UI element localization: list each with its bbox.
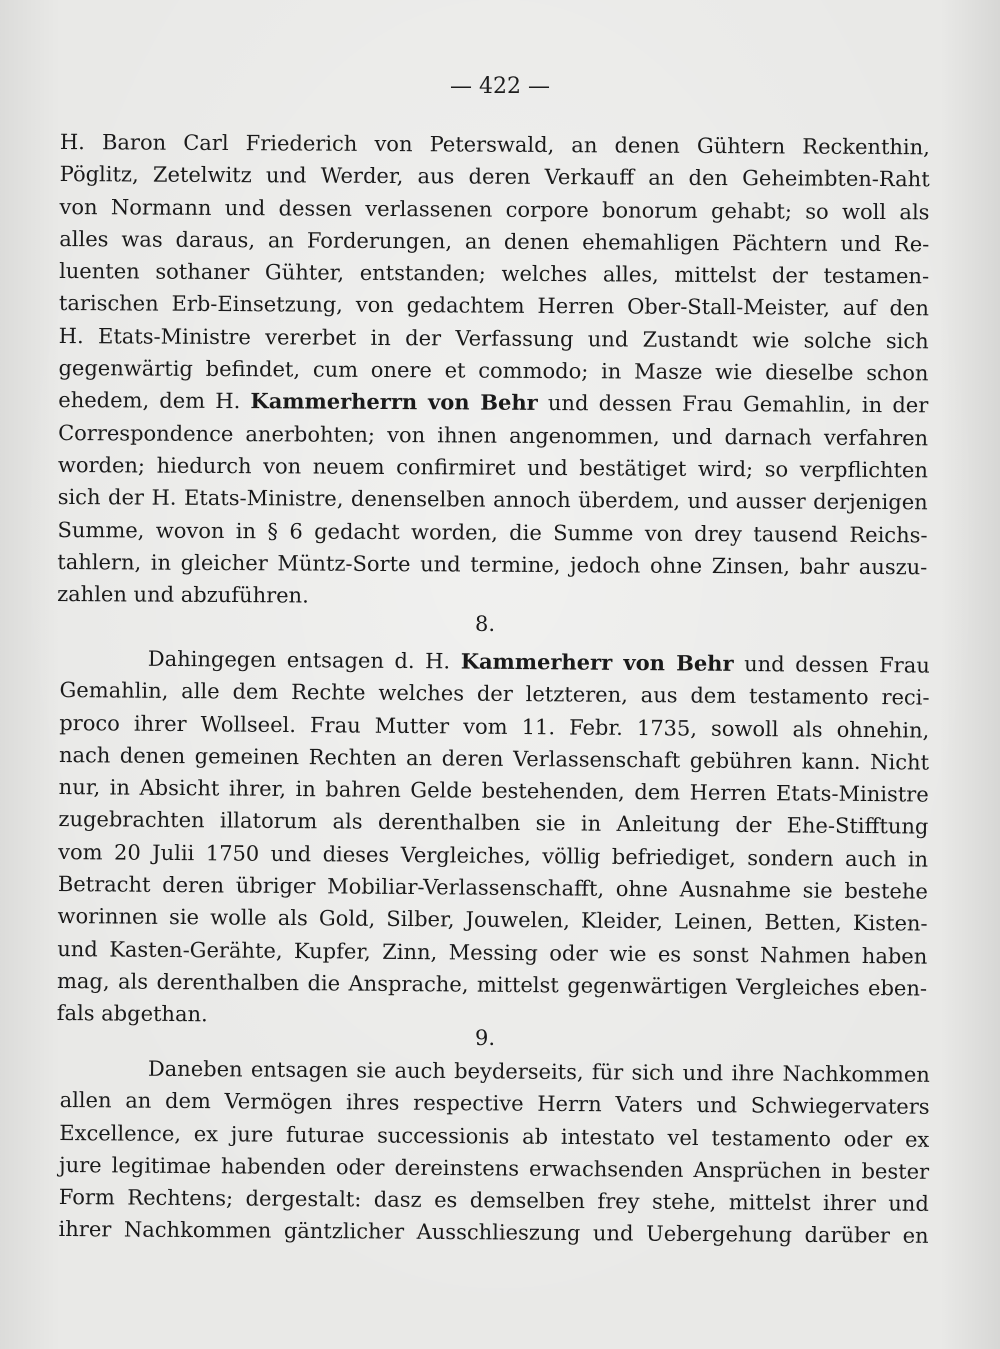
text-line: Daneben entsagen sie auch beyderseits, für sich und ihre Nachkommen — [147, 1056, 930, 1087]
page-number: — 422 — — [450, 74, 550, 99]
text-line: gegenwärtig befindet, cum onere et commodo; in Masze wie dieselbe schon — [58, 356, 929, 386]
text-line: sich der H. Etats-Ministre, denenselben annoch überdem, und ausser derjenigen — [57, 485, 928, 515]
paragraph-section-8 — [57, 642, 930, 1037]
text-line: zugebrachten illatorum als derenthalben sie in Anleitung der Ehe-Stifftung — [58, 807, 929, 840]
text-line: worden; hiedurch von neuem confirmiret und bestätiget wird; so verpflichten — [57, 452, 928, 483]
paragraph-section-9 — [58, 1052, 929, 1253]
text-line: zahlen und abzuführen. — [57, 582, 309, 608]
text-line: alles was daraus, an Forderungen, an denen ehemahligen Pächtern und Re- — [59, 226, 930, 257]
text-run: ehedem, dem H. — [58, 388, 251, 414]
text-line: H. Baron Carl Friederich von Peterswald, an denen Gühtern Reckenthin, — [59, 129, 930, 160]
text-line: Pöglitz, Zetelwitz und Werder, aus deren Verkauff an den Geheimbten-Raht — [59, 162, 930, 192]
text-line: allen an dem Vermögen ihres respective Herrn Vaters und Schwiegervaters — [59, 1088, 930, 1120]
text-line: Gemahlin, alle dem Rechte welches der letzteren, aus dem testamento reci- — [59, 678, 930, 710]
text-line: worinnen sie wolle als Gold, Silber, Jouwelen, Kleider, Leinen, Betten, Kisten- — [57, 904, 928, 936]
bold-name: Kammerherr von Behr — [460, 648, 734, 676]
text-line: luenten sothaner Gühter, entstanden; welches alles, mittelst der testamen- — [59, 259, 930, 289]
text-line: fals abgethan. — [56, 1001, 208, 1027]
bold-name: Kammerherrn von Behr — [250, 388, 538, 416]
text-line: vom 20 Julii 1750 und dieses Vergleiches, völlig befriediget, sondern auch in — [58, 839, 929, 872]
text-line: tarischen Erb-Einsetzung, von gedachtem Herren Ober-Stall-Meister, auf den — [58, 291, 929, 321]
text-line: Excellence, ex jure futurae successionis ab intestato vel testamento oder ex — [59, 1120, 930, 1152]
text-line: ihrer Nachkommen gäntzlicher Ausschlieszung und Uebergehung darüber en — [58, 1217, 929, 1249]
paragraph-continuation — [57, 126, 930, 616]
text-run: Dahingegen entsagen d. H. — [147, 646, 461, 674]
text-line: Summe, wovon in § 6 gedacht worden, die Summe von drey tausend Reichs- — [57, 517, 928, 547]
text-line: und Kasten-Gerähte, Kupfer, Zinn, Messing oder wie es sonst Nahmen haben — [57, 936, 928, 969]
text-line: jure legitimae habenden oder dereinstens erwachsenden Ansprüchen in bester — [59, 1152, 930, 1184]
text-line: von Normann und dessen verlassenen corpore bonorum gehabt; so woll als — [59, 194, 930, 224]
text-run: und dessen Frau — [733, 651, 930, 678]
text-line — [58, 384, 928, 422]
text-line: Correspondence anerbohten; von ihnen angenommen, und darnach verfahren — [58, 420, 929, 450]
text-line: proco ihrer Wollseel. Frau Mutter vom 11. Febr. 1735, sowoll als ohnehin, — [59, 710, 930, 743]
text-line: mag, als derenthalben die Ansprache, mittelst gegenwärtigen Vergleiches eben- — [56, 968, 928, 1001]
text-line: H. Etats-Ministre vererbet in der Verfassung und Zustandt wie solche sich — [58, 323, 929, 354]
text-line: Betracht deren übriger Mobiliar-Verlassenschafft, ohne Ausnahme sie bestehe — [57, 872, 928, 904]
text-line: nach denen gemeinen Rechten an deren Verlassenschaft gebühren kann. Nicht — [58, 742, 930, 775]
section-number: 8. — [474, 612, 496, 636]
text-line: tahlern, in gleicher Müntz-Sorte und termine, jedoch ohne Zinsen, bahr auszu- — [57, 549, 928, 580]
text-line: Form Rechtens; dergestalt: dasz es demselben frey stehe, mittelst ihrer und — [58, 1185, 929, 1217]
text-line: nur, in Absicht ihrer, in bahren Gelde bestehenden, dem Herren Etats-Ministre — [58, 775, 929, 807]
section-number: 9. — [474, 1026, 496, 1050]
text-run: und dessen Frau Gemahlin, in der — [537, 391, 929, 418]
